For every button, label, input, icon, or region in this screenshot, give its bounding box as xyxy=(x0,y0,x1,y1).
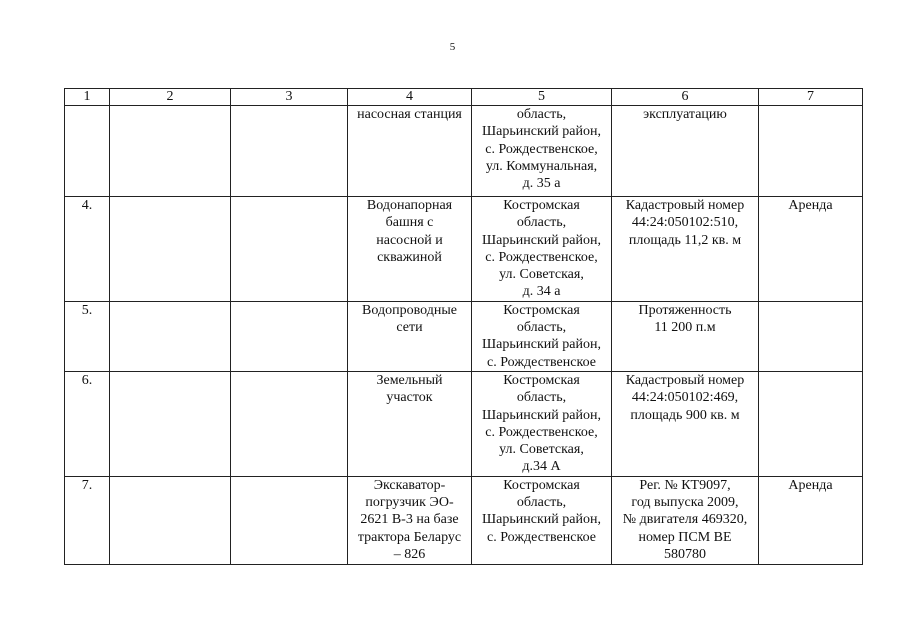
table-cell xyxy=(231,301,348,371)
column-header: 3 xyxy=(231,89,348,106)
table-cell xyxy=(231,106,348,197)
row-number-cell: 7. xyxy=(65,476,110,564)
table-cell xyxy=(231,371,348,476)
property-table xyxy=(64,88,863,565)
table-cell xyxy=(110,476,231,564)
column-header: 7 xyxy=(759,89,863,106)
address-cell: Костромская область, Шарьинский район, с. Рождественское xyxy=(472,476,612,564)
table-row xyxy=(65,106,863,197)
table-cell xyxy=(231,476,348,564)
page-number: 5 xyxy=(449,41,456,53)
address-cell: Костромская область, Шарьинский район, с. Рождественское, ул. Советская, д.34 А xyxy=(472,371,612,476)
address-cell: Костромская область, Шарьинский район, с. Рождественское xyxy=(472,301,612,371)
purpose-cell xyxy=(759,371,863,476)
table-cell xyxy=(110,106,231,197)
object-name-cell: Экскаватор- погрузчик ЭО- 2621 В-3 на базе трактора Беларус – 826 xyxy=(348,476,472,564)
table-row xyxy=(65,371,863,476)
table-row xyxy=(65,301,863,371)
characteristics-cell: Протяженность 11 200 п.м xyxy=(612,301,759,371)
row-number-cell xyxy=(65,106,110,197)
characteristics-cell: Кадастровый номер 44:24:050102:469, площадь 900 кв. м xyxy=(612,371,759,476)
table-cell xyxy=(110,371,231,476)
column-header: 4 xyxy=(348,89,472,106)
address-cell: область, Шарьинский район, с. Рождественское, ул. Коммунальная, д. 35 а xyxy=(472,106,612,197)
purpose-cell: Аренда xyxy=(759,197,863,302)
column-header: 2 xyxy=(110,89,231,106)
row-number-cell: 4. xyxy=(65,197,110,302)
characteristics-cell: эксплуатацию xyxy=(612,106,759,197)
object-name-cell: Земельный участок xyxy=(348,371,472,476)
table-cell xyxy=(110,301,231,371)
object-name-cell: насосная станция xyxy=(348,106,472,197)
characteristics-cell: Рег. № КТ9097, год выпуска 2009, № двигателя 469320, номер ПСМ ВЕ 580780 xyxy=(612,476,759,564)
row-number-cell: 6. xyxy=(65,371,110,476)
table-row xyxy=(65,197,863,302)
purpose-cell xyxy=(759,301,863,371)
column-header: 6 xyxy=(612,89,759,106)
object-name-cell: Водонапорная башня с насосной и скважиной xyxy=(348,197,472,302)
table-row xyxy=(65,476,863,564)
row-number-cell: 5. xyxy=(65,301,110,371)
table-cell xyxy=(110,197,231,302)
purpose-cell: Аренда xyxy=(759,476,863,564)
characteristics-cell: Кадастровый номер 44:24:050102:510, площадь 11,2 кв. м xyxy=(612,197,759,302)
column-header: 1 xyxy=(65,89,110,106)
purpose-cell xyxy=(759,106,863,197)
table-header-row xyxy=(65,89,863,106)
column-header: 5 xyxy=(472,89,612,106)
table-cell xyxy=(231,197,348,302)
object-name-cell: Водопроводные сети xyxy=(348,301,472,371)
address-cell: Костромская область, Шарьинский район, с. Рождественское, ул. Советская, д. 34 а xyxy=(472,197,612,302)
